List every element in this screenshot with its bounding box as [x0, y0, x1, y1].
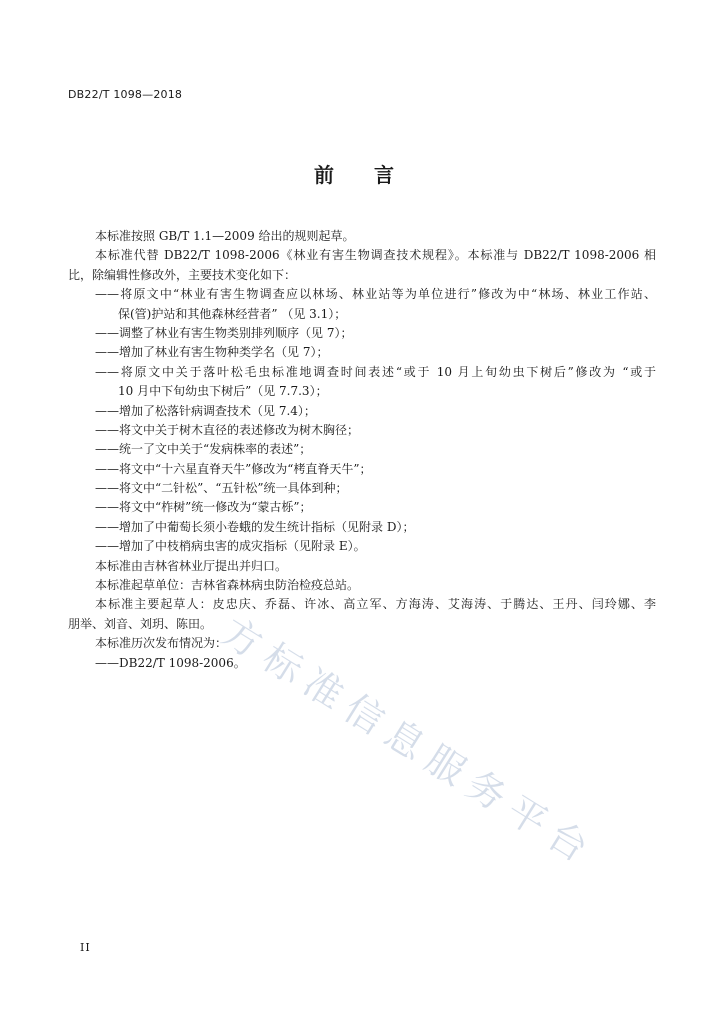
paragraph-drafting-rules	[68, 227, 656, 246]
list-item-line: ——统一了文中关于“发病株率的表述”；	[95, 442, 312, 457]
paragraph-line: 本标准主要起草人：皮忠庆、乔磊、许冰、高立军、方海涛、艾海涛、于腾达、王丹、闫玲娜、李	[95, 597, 656, 612]
list-item	[68, 324, 656, 343]
paragraph-line: 本标准历次发布情况为：	[95, 636, 228, 651]
paragraph-line: 本标准代替 DB22/T 1098-2006《林业有害生物调查技术规程》。本标准与 DB22/T 1098-2006 相	[95, 248, 656, 263]
list-item	[68, 402, 656, 421]
list-item-line: ——将原文中“林业有害生物调查应以林场、林业站等为单位进行”修改为中“林场、林业工作站、	[95, 287, 656, 302]
list-item	[68, 460, 656, 479]
list-item-line: ——增加了中葡萄长须小卷蛾的发生统计指标（见附录 D）；	[95, 519, 415, 534]
release-history-list	[68, 654, 656, 673]
list-item-line: ——将文中“十六星直脊天牛”修改为“栲直脊天牛”；	[95, 461, 372, 476]
document-code-header: DB22/T 1098—2018	[68, 88, 183, 101]
watermark: 方标准信息服务平台	[214, 609, 605, 876]
list-item	[68, 421, 656, 440]
paragraph-drafting-unit	[68, 576, 656, 595]
paragraph-line: 本标准由吉林省林业厅提出并归口。	[95, 558, 288, 573]
list-item-line: 10 月中下旬幼虫下树后”（见 7.7.3）；	[118, 384, 328, 399]
list-item-line: ——增加了中枝梢病虫害的成灾指标（见附录 E）。	[95, 539, 366, 554]
page-title: 前 言	[314, 163, 394, 187]
list-item	[68, 285, 656, 324]
list-item	[68, 479, 656, 498]
paragraph-drafters	[68, 595, 656, 634]
list-item-line: ——将文中“柞树”统一修改为“蒙古栎”；	[95, 500, 312, 515]
list-item-line: 保(管)护站和其他森林经营者” （见 3.1）；	[118, 306, 347, 321]
change-list	[68, 285, 656, 556]
list-item-line: ——DB22/T 1098-2006。	[95, 655, 246, 670]
list-item-line: ——将原文中关于落叶松毛虫标准地调查时间表述“或于 10 月上旬幼虫下树后”修改为 “或于	[95, 364, 656, 379]
paragraph-release-history	[68, 634, 656, 653]
list-item-line: ——将文中“二针松”、“五针松”统一具体到种；	[95, 481, 348, 496]
list-item	[68, 343, 656, 362]
list-item	[68, 537, 656, 556]
paragraph-proposer	[68, 557, 656, 576]
list-item-line: ——增加了松落针病调查技术（见 7.4）；	[95, 403, 316, 418]
paragraph-line: 朋举、刘音、刘玥、陈田。	[68, 616, 213, 631]
list-item	[68, 498, 656, 517]
list-item-line: ——调整了林业有害生物类别排列顺序（见 7）；	[95, 325, 353, 340]
list-item-line: ——将文中关于树木直径的表述修改为树木胸径；	[95, 422, 360, 437]
paragraph-line: 本标准起草单位：吉林省森林病虫防治检疫总站。	[95, 578, 360, 593]
list-item	[68, 440, 656, 459]
list-item-line: ——增加了林业有害生物种类学名（见 7）；	[95, 345, 329, 360]
paragraph-line: 本标准按照 GB/T 1.1—2009 给出的规则起草。	[95, 229, 355, 243]
page-number: II	[80, 941, 91, 954]
paragraph-replacement	[68, 246, 656, 285]
list-item	[68, 518, 656, 537]
list-item	[68, 363, 656, 402]
foreword-body	[68, 227, 656, 673]
paragraph-line: 比，除编辑性修改外，主要技术变化如下：	[68, 267, 297, 282]
